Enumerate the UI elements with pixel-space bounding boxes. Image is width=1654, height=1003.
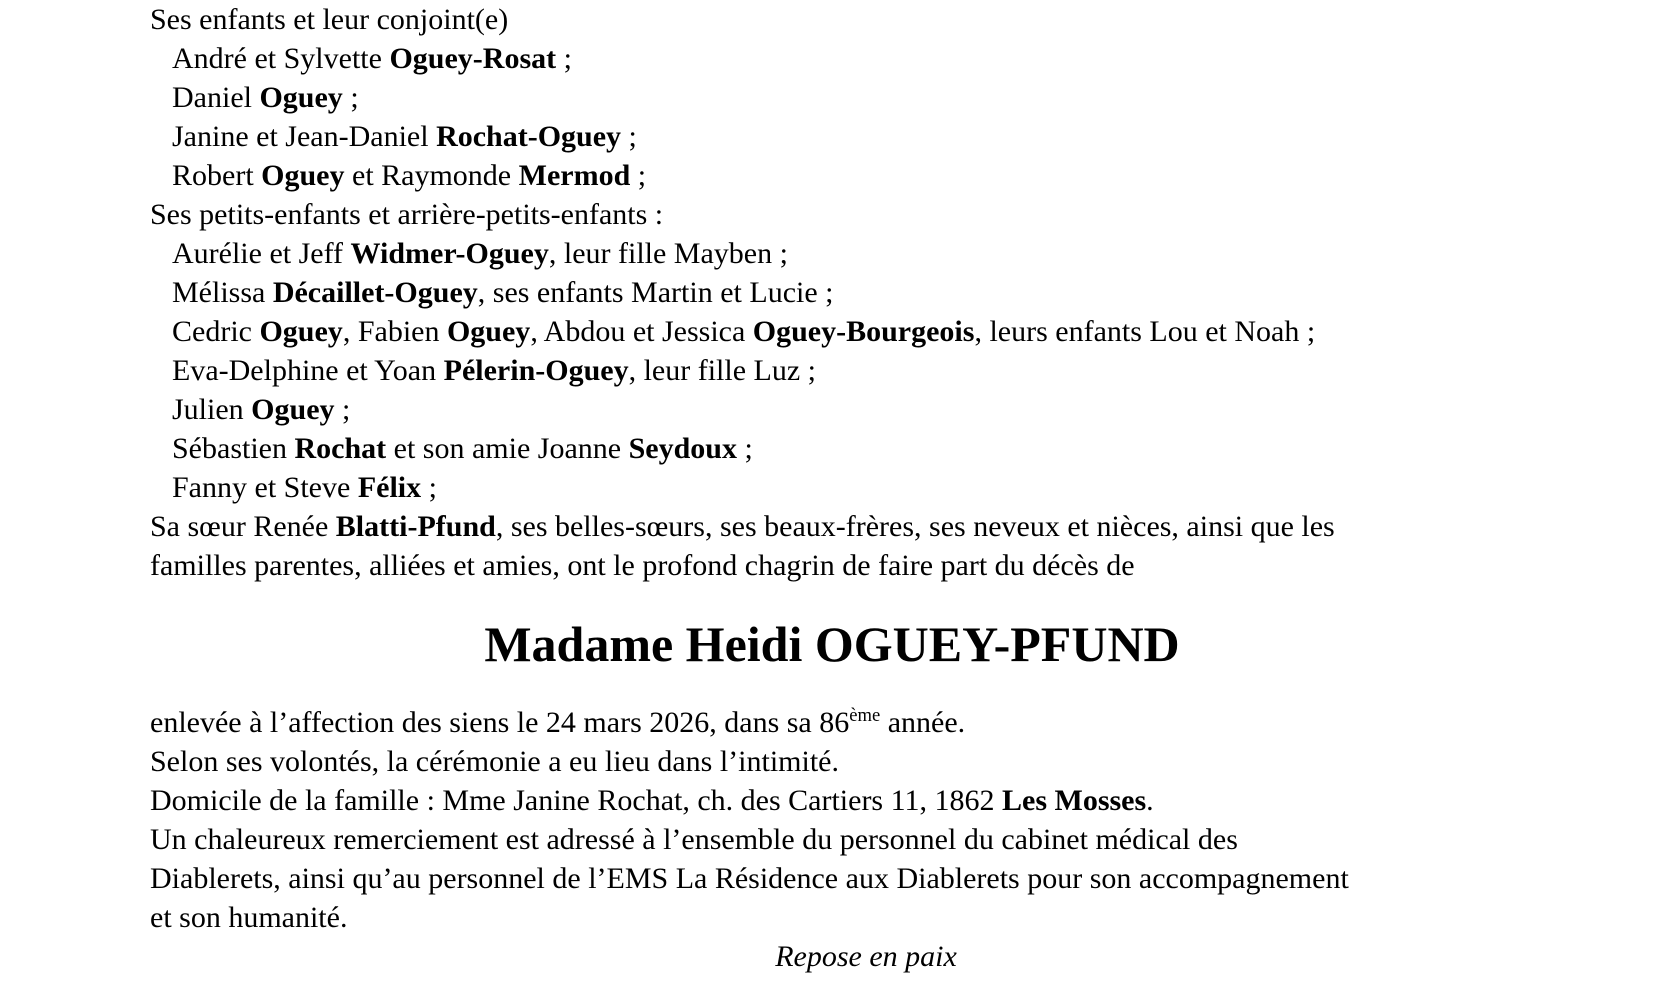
text-line bbox=[150, 0, 1514, 39]
body-text: , Fabien bbox=[342, 315, 447, 348]
body-text: Fanny et Steve bbox=[172, 471, 358, 504]
body-text: Eva-Delphine et Yoan bbox=[172, 354, 444, 387]
text-line bbox=[150, 820, 1514, 859]
text-line bbox=[150, 156, 1514, 195]
body-text: Janine et Jean-Daniel bbox=[172, 120, 437, 153]
surname-bold-text: Seydoux bbox=[628, 432, 737, 465]
text-line bbox=[150, 39, 1514, 78]
body-text: et Raymonde bbox=[344, 159, 519, 192]
closing-phrase: Repose en paix bbox=[775, 940, 957, 973]
text-line bbox=[150, 859, 1514, 898]
body-text: André et Sylvette bbox=[172, 42, 390, 75]
body-text: Diablerets, ainsi qu’au personnel de l’EMS La Résidence aux Diablerets pour son accompagnement bbox=[150, 862, 1349, 895]
body-text: Ses enfants et leur conjoint(e) bbox=[150, 3, 509, 36]
body-text: familles parentes, alliées et amies, ont le profond chagrin de faire part du décès de bbox=[150, 549, 1135, 582]
text-line bbox=[150, 78, 1514, 117]
text-line bbox=[150, 351, 1514, 390]
body-text: , Abdou et Jessica bbox=[530, 315, 753, 348]
text-line bbox=[150, 234, 1514, 273]
body-text: Daniel bbox=[172, 81, 260, 114]
body-text: , leur fille Luz ; bbox=[628, 354, 817, 387]
surname-bold-text: Oguey bbox=[259, 81, 343, 114]
body-text: Ses petits-enfants et arrière-petits-enfants : bbox=[150, 198, 664, 231]
body-text: . bbox=[1146, 784, 1154, 817]
body-text: ; bbox=[342, 81, 359, 114]
body-text: Mélissa bbox=[172, 276, 273, 309]
body-text: , ses enfants Martin et Lucie ; bbox=[477, 276, 834, 309]
text-line bbox=[150, 703, 1514, 742]
text-line bbox=[150, 273, 1514, 312]
text-line bbox=[150, 742, 1514, 781]
text-line bbox=[150, 390, 1514, 429]
surname-bold-text: Mermod bbox=[518, 159, 631, 192]
surname-bold-text: Rochat bbox=[294, 432, 387, 465]
surname-bold-text: Pélerin-Oguey bbox=[443, 354, 629, 387]
surname-bold-text: Oguey bbox=[261, 159, 345, 192]
body-text: ; bbox=[736, 432, 753, 465]
body-text: Julien bbox=[172, 393, 252, 426]
announcement-section bbox=[150, 703, 1514, 937]
surname-bold-text: Widmer-Oguey bbox=[350, 237, 549, 270]
family-list-section bbox=[150, 0, 1514, 585]
surname-bold-text: Rochat-Oguey bbox=[436, 120, 622, 153]
body-text: et son amie Joanne bbox=[386, 432, 629, 465]
deceased-name-title: Madame Heidi OGUEY-PFUND bbox=[484, 616, 1180, 672]
text-line bbox=[150, 546, 1514, 585]
surname-bold-text: Oguey bbox=[259, 315, 343, 348]
text-line bbox=[150, 898, 1514, 937]
body-text: Domicile de la famille : Mme Janine Rochat, ch. des Cartiers 11, 1862 bbox=[150, 784, 1002, 817]
surname-bold-text: Oguey bbox=[251, 393, 335, 426]
surname-bold-text: Les Mosses bbox=[1002, 784, 1147, 817]
surname-bold-text: Décaillet-Oguey bbox=[272, 276, 478, 309]
body-text: Selon ses volontés, la cérémonie a eu lieu dans l’intimité. bbox=[150, 745, 839, 778]
body-text: année. bbox=[880, 706, 966, 739]
body-text: Robert bbox=[172, 159, 262, 192]
body-text: Cedric bbox=[172, 315, 260, 348]
surname-bold-text: Oguey-Bourgeois bbox=[752, 315, 975, 348]
body-text: Un chaleureux remerciement est adressé à l’ensemble du personnel du cabinet médical des bbox=[150, 823, 1238, 856]
text-line bbox=[150, 312, 1514, 351]
body-text: Aurélie et Jeff bbox=[172, 237, 351, 270]
body-text: ; bbox=[334, 393, 351, 426]
body-text: ; bbox=[621, 120, 637, 153]
body-text: ; bbox=[630, 159, 647, 192]
text-line bbox=[150, 468, 1514, 507]
body-text: enlevée à l’affection des siens le 24 mars 2026, dans sa 86 bbox=[150, 706, 850, 739]
text-line bbox=[150, 429, 1514, 468]
body-text: ; bbox=[556, 42, 572, 75]
superscript-text: ème bbox=[849, 705, 881, 726]
body-text: , ses belles-sœurs, ses beaux-frères, ses neveux et nièces, ainsi que les bbox=[495, 510, 1335, 543]
body-text: , leur fille Mayben ; bbox=[548, 237, 788, 270]
body-text: Sébastien bbox=[172, 432, 295, 465]
body-text: et son humanité. bbox=[150, 901, 348, 934]
text-line bbox=[150, 195, 1514, 234]
surname-bold-text: Félix bbox=[357, 471, 422, 504]
surname-bold-text: Blatti-Pfund bbox=[335, 510, 496, 543]
text-line bbox=[150, 781, 1514, 820]
body-text: , leurs enfants Lou et Noah ; bbox=[974, 315, 1316, 348]
surname-bold-text: Oguey-Rosat bbox=[389, 42, 557, 75]
body-text: Sa sœur Renée bbox=[150, 510, 336, 543]
body-text: ; bbox=[421, 471, 437, 504]
text-line bbox=[150, 117, 1514, 156]
surname-bold-text: Oguey bbox=[446, 315, 531, 348]
text-line bbox=[150, 507, 1514, 546]
